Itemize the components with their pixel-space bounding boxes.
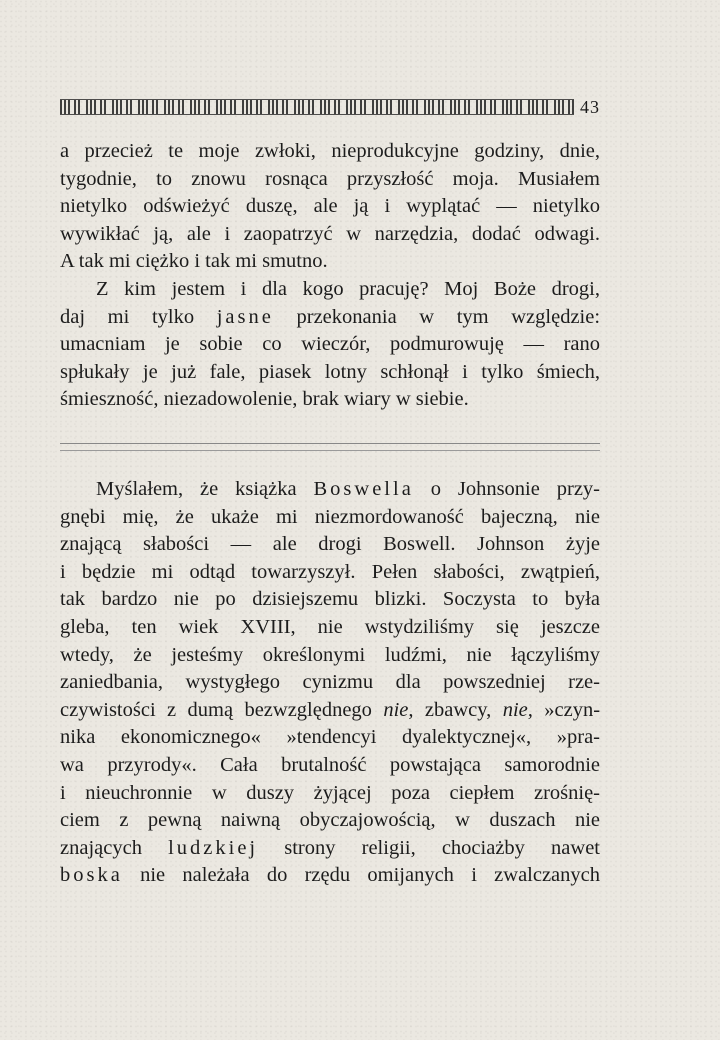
text-line: i będzie mi odtąd towarzyszył. Pełen słabości, zwątpień, bbox=[60, 560, 600, 583]
text-line: śmieszność, niezadowolenie, brak wiary w siebie. bbox=[60, 388, 469, 411]
spaced-emphasis: boska bbox=[60, 864, 123, 887]
text-line: wa przyrody«. Cała brutalność powstająca samorodnie bbox=[60, 753, 600, 776]
spaced-emphasis: Boswella bbox=[313, 478, 414, 500]
text-line: gnębi mię, że ukaże mi niezmordowaność bajeczną, nie bbox=[60, 505, 600, 528]
text-line: nietylko odświeżyć duszę, ale ją i wyplątać — nietylko bbox=[60, 195, 600, 218]
text-fragment: »czyn- bbox=[544, 698, 601, 721]
text-line: A tak mi ciężko i tak mi smutno. bbox=[60, 250, 328, 273]
text-line bbox=[60, 835, 600, 863]
text-line bbox=[60, 304, 600, 332]
text-fragment: Myślałem, że książka bbox=[96, 478, 297, 500]
section-divider bbox=[60, 443, 600, 451]
italic-word: nie, bbox=[383, 698, 414, 721]
text-section-2 bbox=[60, 476, 600, 890]
text-line: a przecież te moje zwłoki, nieprodukcyjne godziny, dnie, bbox=[60, 140, 600, 162]
text-fragment: przekonania w tym względzie: bbox=[296, 305, 601, 328]
text-line bbox=[60, 476, 600, 504]
spaced-emphasis: ludzkiej bbox=[168, 836, 259, 859]
ornamental-border-icon bbox=[60, 99, 574, 115]
text-line: umacniam je sobie co wieczór, podmurowuję — rano bbox=[60, 333, 600, 356]
text-fragment: znających bbox=[60, 836, 142, 859]
italic-word: nie, bbox=[502, 698, 533, 721]
text-line: wtedy, że jesteśmy określonymi ludźmi, nie łączyliśmy bbox=[60, 643, 600, 666]
text-fragment: o Johnsonie przy- bbox=[430, 478, 601, 500]
text-line: zaniedbania, wystygłego cynizmu dla powszedniej rze- bbox=[60, 671, 600, 694]
text-line: znającą słabości — ale drogi Boswell. Johnson żyje bbox=[60, 533, 600, 556]
text-line: Z kim jestem i dla kogo pracuję? Moj Boże drogi, bbox=[96, 277, 600, 300]
text-line bbox=[60, 697, 600, 725]
page-number: 43 bbox=[580, 96, 600, 117]
text-fragment: zbawcy, bbox=[424, 698, 492, 721]
text-line: tygodnie, to znowu rosnąca przyszłość moja. Musiałem bbox=[60, 167, 600, 190]
text-line: tak bardzo nie po dzisiejszemu blizki. Soczysta to była bbox=[60, 588, 600, 611]
text-fragment: nie należała do rzędu omijanych i zwalczanych bbox=[140, 864, 601, 887]
text-fragment: strony religii, chociażby nawet bbox=[284, 836, 600, 859]
text-line: spłukały je już fale, piasek lotny schłonął i tylko śmiech, bbox=[60, 360, 600, 383]
text-line: gleba, ten wiek XVIII, nie wstydziliśmy się jeszcze bbox=[60, 615, 600, 638]
text-line: ciem z pewną naiwną obyczajowością, w duszach nie bbox=[60, 809, 600, 832]
text-line: wywikłać ją, ale i zaopatrzyć w narzędzia, dodać odwagi. bbox=[60, 222, 600, 245]
text-line: nika ekonomicznego« »tendencyi dyalektycznej«, »pra- bbox=[60, 726, 600, 749]
text-line bbox=[60, 862, 600, 890]
text-line: i nieuchronnie w duszy żyjącej poza ciepłem zrośnię- bbox=[60, 781, 600, 804]
page-header bbox=[60, 96, 600, 118]
text-fragment: daj mi tylko bbox=[60, 305, 195, 328]
spaced-emphasis: jasne bbox=[216, 305, 274, 328]
text-fragment: czywistości z dumą bezwzględnego bbox=[60, 698, 372, 721]
text-section-1 bbox=[60, 138, 600, 414]
